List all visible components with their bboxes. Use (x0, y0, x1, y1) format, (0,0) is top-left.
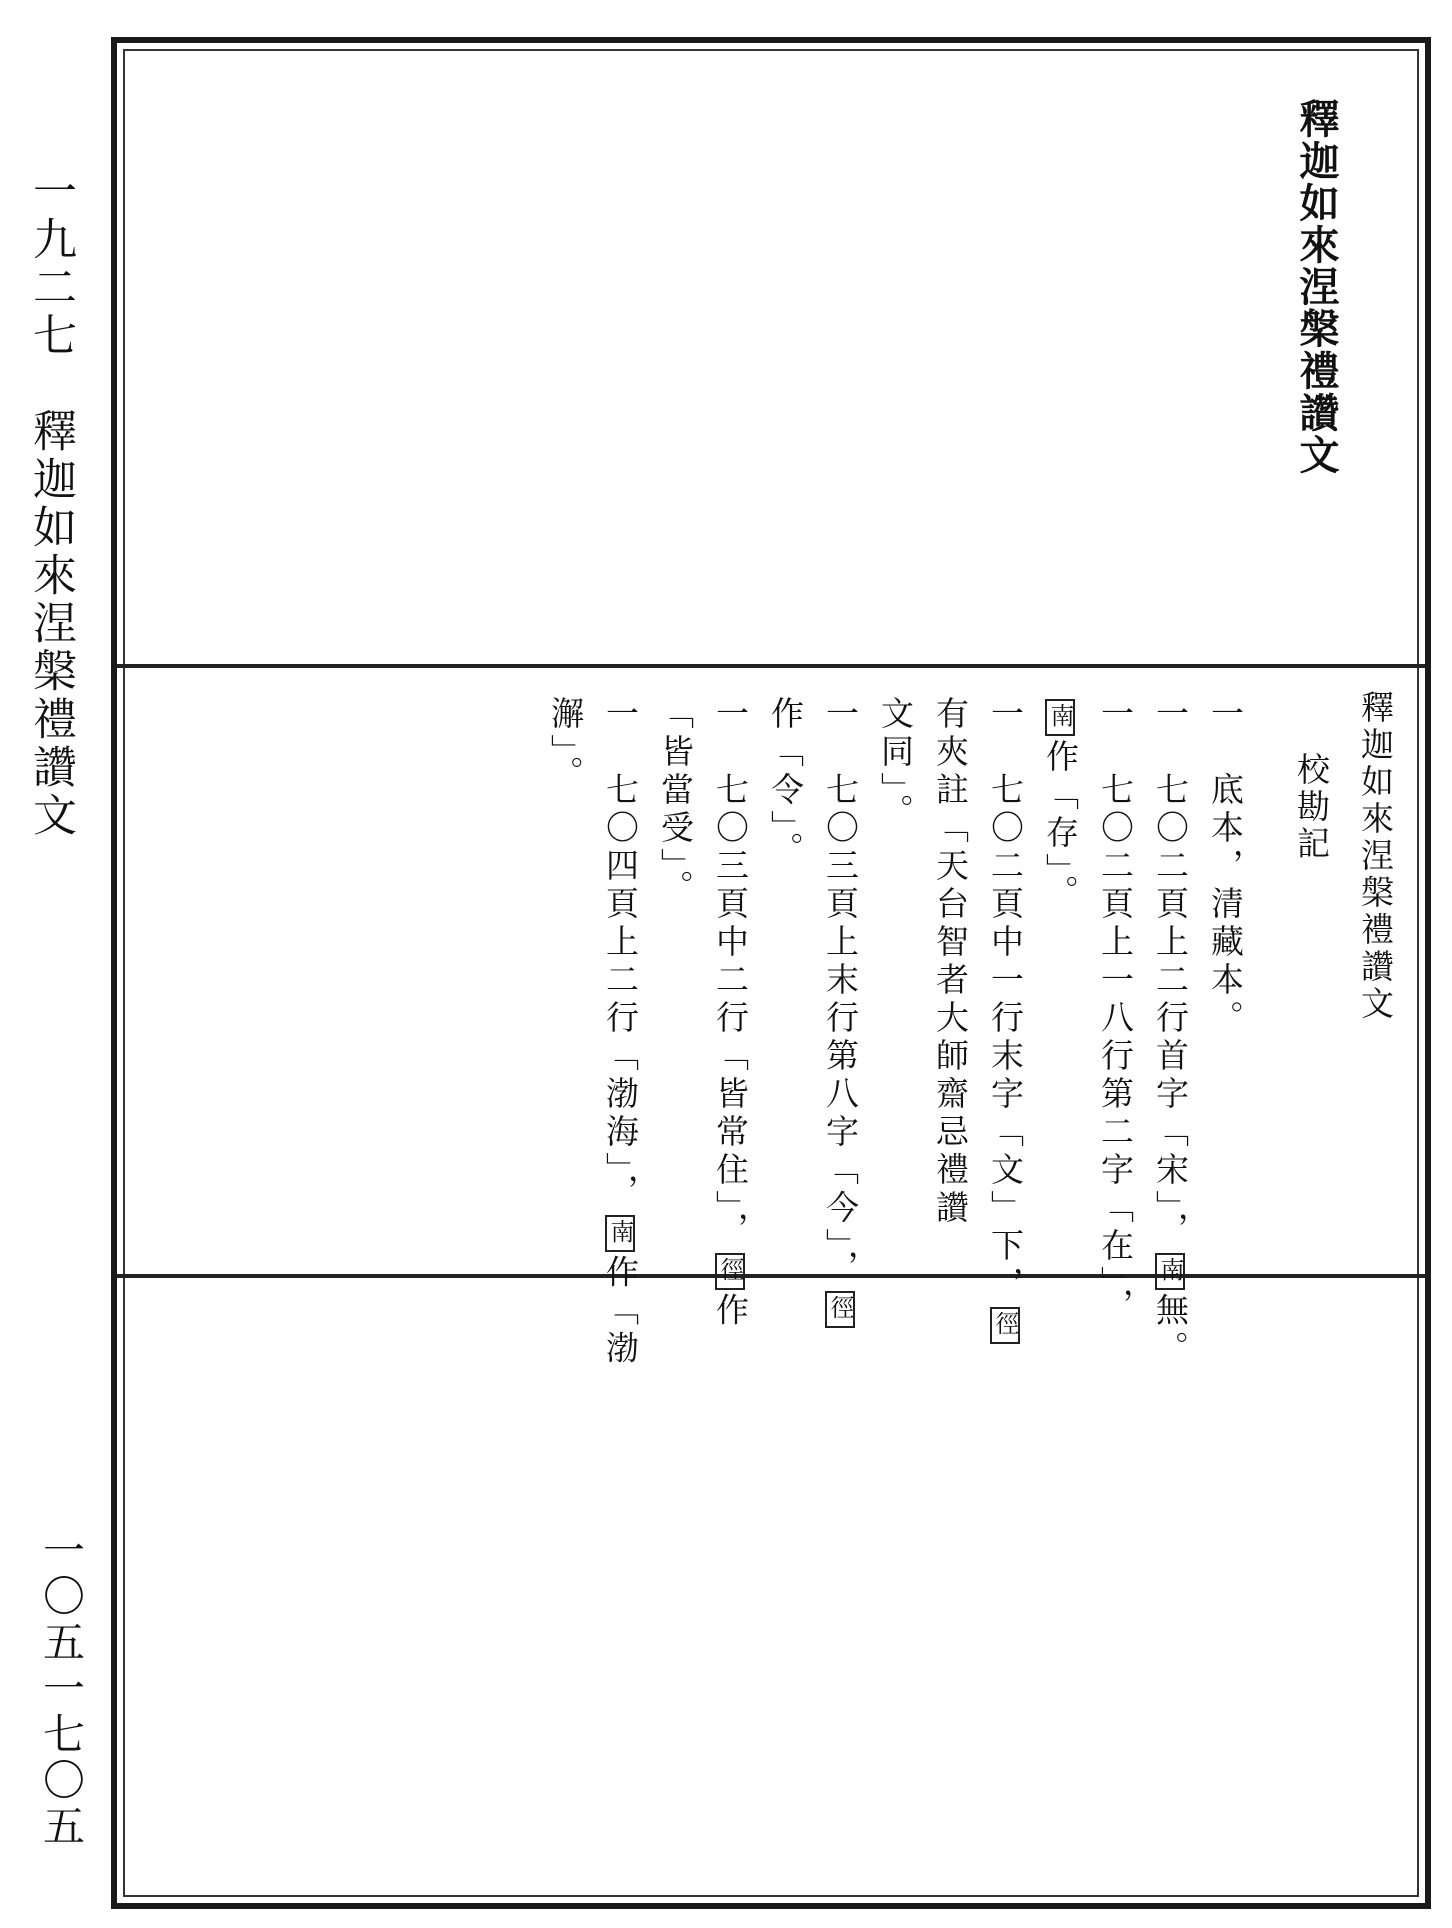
note-text: 一 七〇四頁上二行「渤海」， (601, 696, 640, 1212)
note-text: 一 七〇二頁中一行末字「文」下， (986, 696, 1025, 1304)
notes-title: 釋迦如來涅槃禮讚文 (1356, 690, 1395, 1023)
note-column (876, 696, 915, 832)
note-text: 無。 (1151, 1292, 1190, 1369)
edition-mark: 徑 (715, 1253, 745, 1290)
note-text: 一 七〇三頁上末行第八字「今」， (821, 696, 860, 1288)
note-column (1151, 696, 1190, 1369)
section-divider-top (117, 664, 1425, 668)
note-text: 一 七〇三頁中二行「皆常住」， (711, 696, 750, 1250)
note-column (986, 696, 1025, 1347)
note-column (546, 696, 585, 794)
note-text: 作「存」。 (1041, 739, 1080, 913)
note-column (1096, 696, 1135, 1326)
note-column (931, 696, 970, 1228)
page-number: 一〇五一七〇五 (37, 1528, 86, 1850)
edition-mark: 徑 (825, 1291, 855, 1328)
running-title: 一九二七 釋迦如來涅槃禮讚文 (25, 168, 76, 840)
note-column (1041, 696, 1080, 913)
note-text: 一 底本，清藏本。 (1206, 696, 1245, 1038)
note-text: 一 七〇二頁上二行首字「宋」， (1151, 696, 1190, 1250)
note-text: 作「令」。 (766, 696, 805, 870)
note-text: 澥」。 (546, 696, 585, 794)
note-text: 一 七〇二頁上一八行第二字「在」， (1096, 696, 1135, 1326)
note-text: 有夾註「天台智者大師齋忌禮讚 (931, 696, 970, 1228)
edition-mark: 徑 (990, 1307, 1020, 1344)
note-column (711, 696, 750, 1331)
note-text: 文同」。 (876, 696, 915, 832)
note-column (766, 696, 805, 870)
note-column (1206, 696, 1245, 1038)
note-column (601, 696, 640, 1369)
note-column (821, 696, 860, 1331)
collation-notes (470, 690, 1400, 1369)
section-divider-bottom (117, 1274, 1425, 1278)
edition-mark: 南 (605, 1215, 635, 1252)
text-title: 釋迦如來涅槃禮讚文 (1293, 98, 1340, 476)
edition-mark: 南 (1155, 1253, 1185, 1290)
edition-mark: 南 (1045, 699, 1075, 736)
note-text: 「皆當受」。 (656, 696, 695, 908)
note-text: 作「渤 (601, 1254, 640, 1369)
notes-heading: 校勘記 (1292, 752, 1331, 863)
note-column (656, 696, 695, 908)
note-text: 作 (711, 1292, 750, 1331)
